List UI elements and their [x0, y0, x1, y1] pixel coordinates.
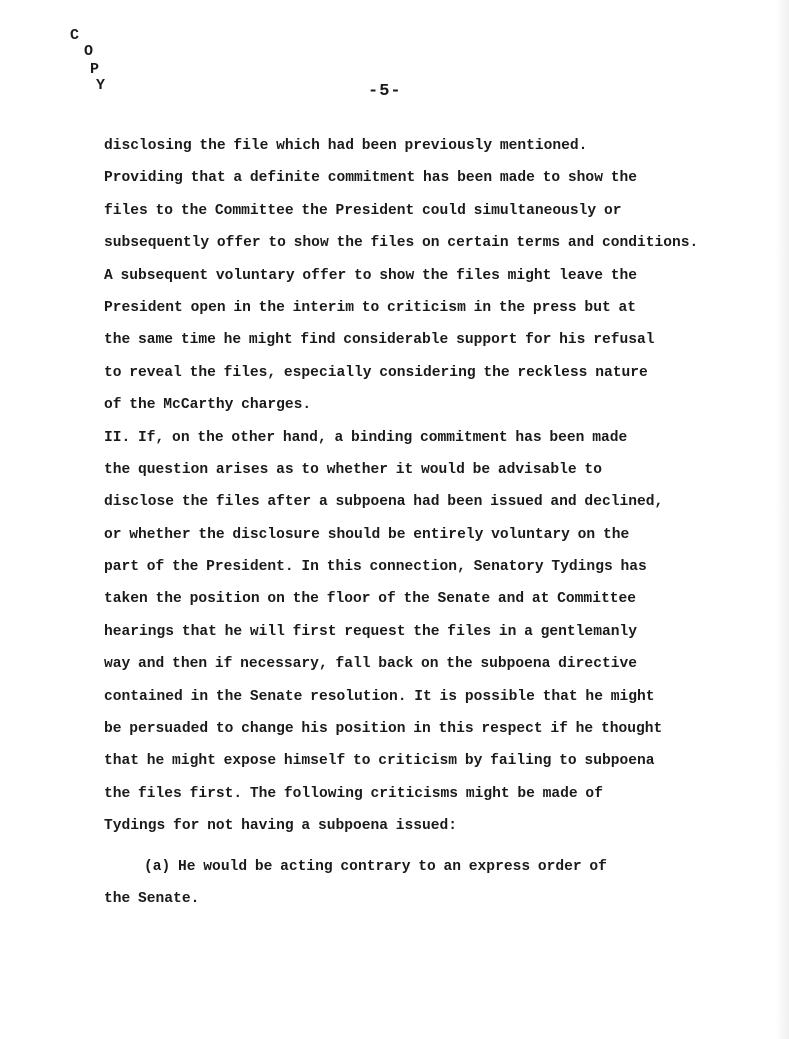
- list-item-line: (a) He would be acting contrary to an express order of: [144, 858, 607, 875]
- body-line: that he might expose himself to criticism by failing to subpoena: [104, 753, 655, 770]
- page-number: -5-: [368, 82, 402, 101]
- body-line: of the McCarthy charges.: [104, 397, 312, 414]
- section-heading-line: II. If, on the other hand, a binding commitment has been made: [104, 429, 628, 446]
- body-line: hearings that he will first request the files in a gentlemanly: [104, 623, 637, 640]
- body-line: A subsequent voluntary offer to show the files might leave the: [104, 267, 637, 284]
- copy-stamp-letter: C: [70, 27, 80, 44]
- body-line: way and then if necessary, fall back on the subpoena directive: [104, 656, 637, 673]
- body-line: the same time he might find considerable support for his refusal: [104, 332, 655, 349]
- body-text: [104, 130, 699, 915]
- body-line: files to the Committee the President could simultaneously or: [104, 202, 622, 219]
- body-line: the files first. The following criticisms might be made of: [104, 785, 603, 802]
- body-line: Tydings for not having a subpoena issued:: [104, 818, 458, 835]
- copy-stamp: [70, 28, 130, 98]
- body-line: disclose the files after a subpoena had been issued and declined,: [104, 494, 664, 511]
- body-line: President open in the interim to criticism in the press but at: [104, 299, 636, 316]
- body-line: contained in the Senate resolution. It is possible that he might: [104, 688, 655, 705]
- page-edge-shadow: [775, 0, 789, 1039]
- body-line: or whether the disclosure should be entirely voluntary on the: [104, 526, 630, 543]
- body-line: subsequently offer to show the files on certain terms and conditions.: [104, 235, 699, 252]
- copy-stamp-letter: Y: [96, 77, 106, 94]
- body-line: part of the President. In this connection, Senatory Tydings has: [104, 559, 647, 576]
- body-line: Providing that a definite commitment has been made to show the: [104, 170, 637, 187]
- body-line: the question arises as to whether it would be advisable to: [104, 461, 602, 478]
- copy-stamp-letter: O: [84, 43, 94, 60]
- body-line: to reveal the files, especially considering the reckless nature: [104, 364, 648, 381]
- body-line: taken the position on the floor of the Senate and at Committee: [104, 591, 636, 608]
- body-line: be persuaded to change his position in this respect if he thought: [104, 721, 663, 738]
- body-line: the Senate.: [104, 890, 200, 907]
- body-line: disclosing the file which had been previously mentioned.: [104, 138, 588, 154]
- copy-stamp-letter: P: [90, 61, 100, 78]
